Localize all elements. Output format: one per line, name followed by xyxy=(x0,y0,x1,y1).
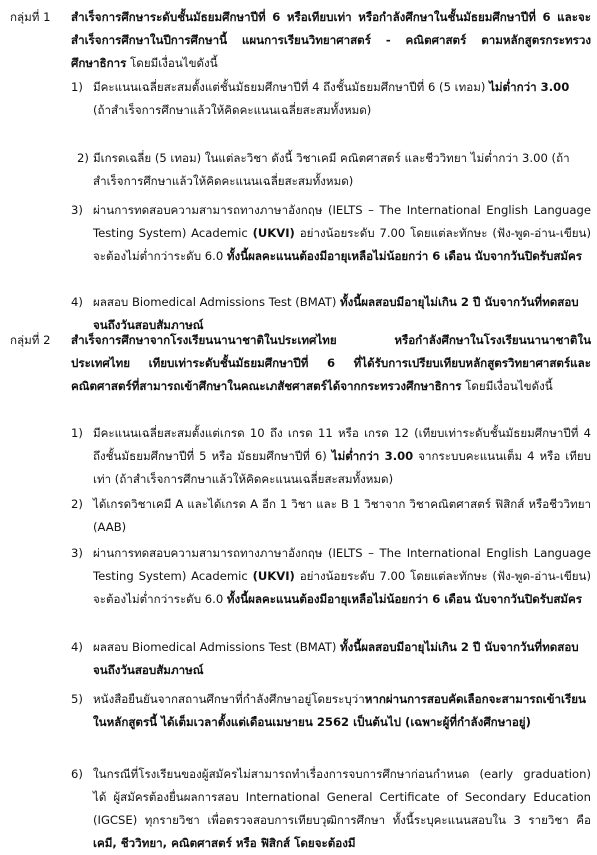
item-text: มีคะแนนเฉลี่ยสะสมตั้งแต่เกรด 10 ถึง เกรด 11 หรือ เกรด 12 (เทียบเท่าระดับชั้นมัธยมศึกษาปีที่ 4 ถึงชั้นมัธยมศึกษาปีที่ 5 หรือ มัธยมศึกษาปีที่ 6) xyxy=(93,426,591,463)
item-number: 2) xyxy=(71,497,83,511)
item-bold: ทั้งนี้ผลสอบมีอายุไม่เกิน 2 ปี นับจากวันที่ทดสอบจนถึงวันสอบสัมภาษณ์ xyxy=(93,295,579,332)
group-2-heading-bold: สำเร็จการศึกษาจากโรงเรียนนานาชาติในประเทศไทย หรือกำลังศึกษาในโรงเรียนนานาชาติในประเทศไทย เทียบเท่าระดับชั้นมัธยมศึกษาปีที่ 6 ที่ได้รับการเปรียบเทียบหลักสูตรวิทยาศาสตร์และคณิตศาสตร์ที่สามารถเข้าศึกษาในคณะเภสัชศาสตร์ได้จากกระทรวงศึกษาธิการ xyxy=(71,333,591,393)
item-bold-ukvi: (UKVI) xyxy=(252,226,295,240)
item-bold: เคมี, ชีววิทยา, คณิตศาสตร์ หรือ ฟิสิกส์ โดยจะต้องมี xyxy=(93,836,356,850)
item-bold-ukvi: (UKVI) xyxy=(252,569,295,583)
group-1-heading xyxy=(71,6,591,75)
item-bold: ไม่ต่ำกว่า 3.00 xyxy=(331,449,414,463)
group-2-item-1 xyxy=(71,422,591,491)
item-text: หนังสือยืนยันจากสถานศึกษาที่กำลังศึกษาอยู่โดยระบุว่า xyxy=(93,692,365,706)
group-1-heading-tail: โดยมีเงื่อนไขดังนี้ xyxy=(126,56,218,70)
item-number: 6) xyxy=(71,767,83,781)
group-1-item-3 xyxy=(71,199,591,291)
item-number: 1) xyxy=(71,80,83,94)
group-1-conditions xyxy=(71,76,591,337)
group-1-item-2 xyxy=(71,147,591,193)
item-text-2: อย่างน้อยระดับ 7.00 โดยแต่ละทักษะ (ฟัง-พูด-อ่าน-เขียน) จะต้องไม่ต่ำกว่าระดับ 6.0 xyxy=(93,569,591,606)
group-2-label: กลุ่มที่ 2 xyxy=(10,333,51,347)
item-number: 4) xyxy=(71,295,83,309)
item-bold-validity: ทั้งนี้ผลคะแนนต้องมีอายุเหลือไม่น้อยกว่า 6 เดือน นับจากวันปิดรับสมัคร xyxy=(226,249,583,263)
item-number: 5) xyxy=(71,692,83,706)
item-text: ผ่านการทดสอบความสามารถทางภาษาอังกฤษ (IELTS – The International English Language Testing System) Academic xyxy=(93,203,591,240)
item-text-2: อย่างน้อยระดับ 7.00 โดยแต่ละทักษะ (ฟัง-พูด-อ่าน-เขียน) จะต้องไม่ต่ำกว่าระดับ 6.0 xyxy=(93,226,591,263)
item-text-2: จากระบบคะแนนเต็ม 4 หรือ เทียบเท่า (ถ้าสำเร็จการศึกษาแล้วให้คิดคะแนนเฉลี่ยสะสมทั้งหมด) xyxy=(93,449,591,486)
group-2-item-4 xyxy=(71,636,591,682)
item-number: 3) xyxy=(71,546,83,560)
group-1-label: กลุ่มที่ 1 xyxy=(10,10,51,24)
item-text: ได้เกรดวิชาเคมี A และได้เกรด A อีก 1 วิชา และ B 1 วิชาจาก วิชาคณิตศาสตร์ ฟิสิกส์ หรือชีววิทยา (AAB) xyxy=(93,497,591,534)
group-2-item-2 xyxy=(71,493,591,539)
group-2-heading xyxy=(71,329,591,398)
item-number: 3) xyxy=(71,203,83,217)
item-number: 4) xyxy=(71,640,83,654)
item-text: มีเกรดเฉลี่ย (5 เทอม) ในแต่ละวิชา ดังนี้ วิชาเคมี คณิตศาสตร์ และชีววิทยา ไม่ต่ำกว่า 3.00 (ถ้าสำเร็จการศึกษาแล้วให้คิดคะแนนเฉลี่ยสะสมทั้งหมด) xyxy=(93,151,570,188)
group-2-item-5 xyxy=(71,688,591,757)
group-2-conditions xyxy=(71,422,591,855)
item-number: 2) xyxy=(77,151,89,165)
item-text: มีคะแนนเฉลี่ยสะสมตั้งแต่ชั้นมัธยมศึกษาปีที่ 4 ถึงชั้นมัธยมศึกษาปีที่ 6 (5 เทอม) xyxy=(93,80,490,94)
group-2-item-3 xyxy=(71,542,591,634)
group-2-item-6 xyxy=(71,763,591,855)
group-2-heading-tail: โดยมีเงื่อนไขดังนี้ xyxy=(461,379,553,393)
group-1-heading-bold: สำเร็จการศึกษาระดับชั้นมัธยมศึกษาปีที่ 6 หรือเทียบเท่า หรือกำลังศึกษาในชั้นมัธยมศึกษาปีที่ 6 และจะสำเร็จการศึกษาในปีการศึกษานี้ แผนการเรียนวิทยาศาสตร์ - คณิตศาสตร์ ตามหลักสูตรกระทรวงศึกษาธิการ xyxy=(71,10,591,70)
item-text: ผลสอบ Biomedical Admissions Test (BMAT) xyxy=(93,640,341,654)
item-bold: ทั้งนี้ผลสอบมีอายุไม่เกิน 2 ปี นับจากวันที่ทดสอบจนถึงวันสอบสัมภาษณ์ xyxy=(93,640,579,677)
item-text: ผ่านการทดสอบความสามารถทางภาษาอังกฤษ (IELTS – The International English Language Testing System) Academic xyxy=(93,546,591,583)
item-bold: หากผ่านการสอบคัดเลือกจะสามารถเข้าเรียนในหลักสูตรนี้ ได้เต็มเวลาตั้งแต่เดือนเมษายน 2562 เป็นต้นไป (เฉพาะผู้ที่กำลังศึกษาอยู่) xyxy=(93,692,586,729)
item-text: ผลสอบ Biomedical Admissions Test (BMAT) xyxy=(93,295,341,309)
group-1-item-1 xyxy=(71,76,591,145)
item-number: 1) xyxy=(71,426,83,440)
item-bold-validity: ทั้งนี้ผลคะแนนต้องมีอายุเหลือไม่น้อยกว่า 6 เดือน นับจากวันปิดรับสมัคร xyxy=(226,592,583,606)
item-note: (ถ้าสำเร็จการศึกษาแล้วให้คิดคะแนนเฉลี่ยสะสมทั้งหมด) xyxy=(93,103,372,117)
item-text: ในกรณีที่โรงเรียนของผู้สมัครไม่สามารถทำเรื่องการจบการศึกษาก่อนกำหนด (early graduation) ได้ ผู้สมัครต้องยื่นผลการสอบ International General Certificate of Secondary Education (IGCSE) ทุกรายวิชา เพื่อตรวจสอบการเทียบวุฒิการศึกษา ทั้งนี้ระบุคะแนนสอบใน 3 รายวิชา คือ xyxy=(93,767,591,827)
item-bold: ไม่ต่ำกว่า 3.00 xyxy=(489,80,570,94)
